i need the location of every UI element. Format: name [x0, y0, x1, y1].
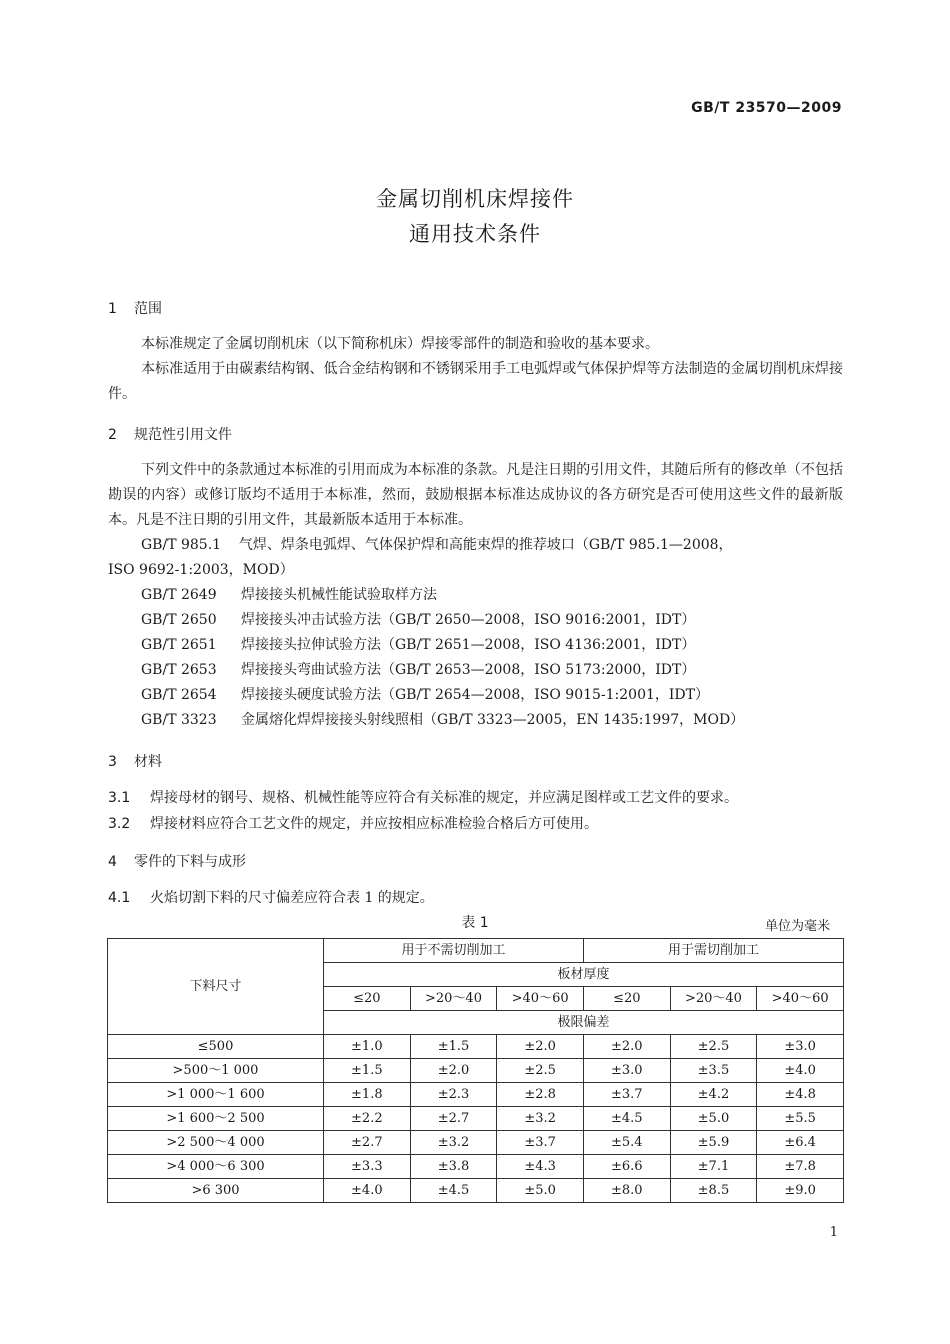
- reference-code: GB/T 2650: [141, 612, 217, 628]
- deviation-cell: ±4.3: [497, 1155, 584, 1179]
- deviation-cell: ±5.5: [757, 1107, 844, 1131]
- thickness-col: >20～40: [410, 987, 497, 1011]
- section-1-paragraph-1: 本标准规定了金属切削机床（以下简称机床）焊接零部件的制造和验收的基本要求。: [141, 336, 659, 352]
- clause-3-2: [108, 813, 598, 833]
- thickness-col: >40～60: [497, 987, 584, 1011]
- section-title: 范围: [134, 301, 162, 317]
- clause-text: 火焰切割下料的尺寸偏差应符合表 1 的规定。: [150, 890, 434, 906]
- deviation-cell: ±2.0: [497, 1035, 584, 1059]
- size-cell: >1 000～1 600: [108, 1083, 324, 1107]
- section-number: 3: [108, 754, 117, 770]
- deviation-cell: ±7.8: [757, 1155, 844, 1179]
- reference-title: 金属熔化焊焊接接头射线照相（GB/T 3323—2005，EN 1435:1997，MOD）: [241, 712, 745, 728]
- reference-item: [108, 608, 843, 633]
- clause-number: 3.1: [108, 790, 131, 806]
- normative-references: [108, 533, 843, 733]
- reference-title: 焊接接头拉伸试验方法（GB/T 2651—2008，ISO 4136:2001，IDT）: [241, 637, 696, 653]
- reference-code: GB/T 2649: [141, 587, 217, 603]
- deviation-cell: ±8.0: [583, 1179, 670, 1203]
- standard-number: GB/T 23570—2009: [691, 100, 842, 116]
- clause-3-1: [108, 787, 738, 807]
- deviation-cell: ±5.0: [497, 1179, 584, 1203]
- deviation-cell: ±2.0: [583, 1035, 670, 1059]
- reference-code: GB/T 3323: [141, 712, 217, 728]
- reference-item: [108, 708, 843, 733]
- reference-code: GB/T 2653: [141, 662, 217, 678]
- table-unit: 单位为毫米: [764, 919, 830, 934]
- deviation-cell: ±4.8: [757, 1083, 844, 1107]
- deviation-cell: ±5.9: [670, 1131, 757, 1155]
- deviation-cell: ±3.7: [583, 1083, 670, 1107]
- deviation-cell: ±2.2: [324, 1107, 411, 1131]
- section-3-heading: [108, 751, 162, 771]
- thickness-col: ≤20: [583, 987, 670, 1011]
- section-2-heading: [108, 424, 232, 444]
- deviation-cell: ±5.0: [670, 1107, 757, 1131]
- deviation-cell: ±3.2: [410, 1131, 497, 1155]
- thickness-label: 板材厚度: [324, 963, 844, 987]
- deviation-cell: ±2.7: [410, 1107, 497, 1131]
- reference-title: 焊接接头弯曲试验方法（GB/T 2653—2008，ISO 5173:2000，IDT）: [241, 662, 696, 678]
- size-cell: >6 300: [108, 1179, 324, 1203]
- section-1-paragraph-2: 本标准适用于由碳素结构钢、低合金结构钢和不锈钢采用手工电弧焊或气体保护焊等方法制造的金属切削机床焊接件。: [108, 361, 843, 402]
- deviation-cell: ±2.5: [670, 1035, 757, 1059]
- reference-item-continuation: ISO 9692-1:2003，MOD）: [108, 562, 294, 578]
- thickness-col: >40～60: [757, 987, 844, 1011]
- table-row: [108, 1179, 844, 1203]
- reference-title: 焊接接头冲击试验方法（GB/T 2650—2008，ISO 9016:2001，IDT）: [241, 612, 696, 628]
- deviation-cell: ±7.1: [670, 1155, 757, 1179]
- deviation-cell: ±1.5: [410, 1035, 497, 1059]
- deviation-cell: ±3.0: [757, 1035, 844, 1059]
- section-title: 规范性引用文件: [134, 427, 232, 443]
- table-row: [108, 1059, 844, 1083]
- reference-title: 焊接接头硬度试验方法（GB/T 2654—2008，ISO 9015-1:2001，IDT）: [241, 687, 709, 703]
- size-cell: ≤500: [108, 1035, 324, 1059]
- table-caption: 表 1: [461, 915, 489, 931]
- deviation-cell: ±6.6: [583, 1155, 670, 1179]
- deviation-cell: ±4.2: [670, 1083, 757, 1107]
- deviation-cell: ±9.0: [757, 1179, 844, 1203]
- size-cell: >500～1 000: [108, 1059, 324, 1083]
- row-header-cell: 下料尺寸: [108, 939, 324, 1035]
- deviation-cell: ±3.3: [324, 1155, 411, 1179]
- deviation-cell: ±2.0: [410, 1059, 497, 1083]
- reference-item: [108, 633, 843, 658]
- deviation-cell: ±4.5: [583, 1107, 670, 1131]
- deviation-cell: ±4.5: [410, 1179, 497, 1203]
- clause-text: 焊接母材的钢号、规格、机械性能等应符合有关标准的规定，并应满足图样或工艺文件的要求。: [150, 790, 738, 806]
- section-1-heading: [108, 298, 162, 318]
- reference-item: [108, 683, 843, 708]
- section-title: 材料: [134, 754, 162, 770]
- reference-code: GB/T 2651: [141, 637, 217, 653]
- title-line-2: 通用技术条件: [409, 222, 541, 246]
- deviation-cell: ±2.8: [497, 1083, 584, 1107]
- reference-item: [108, 658, 843, 683]
- deviation-cell: ±6.4: [757, 1131, 844, 1155]
- page-number: 1: [829, 1225, 838, 1240]
- deviation-cell: ±3.0: [583, 1059, 670, 1083]
- deviation-cell: ±4.0: [757, 1059, 844, 1083]
- table-row: [108, 1131, 844, 1155]
- clause-4-1: [108, 887, 434, 907]
- thickness-col: ≤20: [324, 987, 411, 1011]
- size-cell: >1 600～2 500: [108, 1107, 324, 1131]
- section-number: 1: [108, 301, 117, 317]
- deviation-cell: ±4.0: [324, 1179, 411, 1203]
- deviation-cell: ±3.2: [497, 1107, 584, 1131]
- clause-number: 3.2: [108, 816, 131, 832]
- deviation-cell: ±3.7: [497, 1131, 584, 1155]
- deviation-cell: ±1.0: [324, 1035, 411, 1059]
- deviation-cell: ±2.3: [410, 1083, 497, 1107]
- clause-text: 焊接材料应符合工艺文件的规定，并应按相应标准检验合格后方可使用。: [150, 816, 598, 832]
- reference-code: GB/T 985.1: [141, 537, 222, 553]
- deviation-cell: ±1.8: [324, 1083, 411, 1107]
- table-row: [108, 1035, 844, 1059]
- deviation-cell: ±8.5: [670, 1179, 757, 1203]
- reference-code: GB/T 2654: [141, 687, 217, 703]
- group-machining: 用于需切削加工: [583, 939, 843, 963]
- title-line-1: 金属切削机床焊接件: [376, 187, 574, 211]
- table-row: [108, 1107, 844, 1131]
- section-number: 2: [108, 427, 117, 443]
- group-no-machining: 用于不需切削加工: [324, 939, 584, 963]
- table-1: [107, 938, 844, 1203]
- size-cell: >4 000～6 300: [108, 1155, 324, 1179]
- table-row: [108, 1155, 844, 1179]
- deviation-cell: ±3.8: [410, 1155, 497, 1179]
- deviation-cell: ±1.5: [324, 1059, 411, 1083]
- reference-title: 气焊、焊条电弧焊、气体保护焊和高能束焊的推荐坡口（GB/T 985.1—2008，: [238, 537, 733, 553]
- section-2-paragraph: 下列文件中的条款通过本标准的引用而成为本标准的条款。凡是注日期的引用文件，其随后所有的修改单（不包括勘误的内容）或修订版均不适用于本标准，然而，鼓励根据本标准达成协议的各方研究是否可使用这些文件的最新版本。凡是不注日期的引用文件，其最新版本适用于本标准。: [108, 462, 843, 528]
- clause-number: 4.1: [108, 890, 131, 906]
- deviation-cell: ±2.7: [324, 1131, 411, 1155]
- deviation-label: 极限偏差: [324, 1011, 844, 1035]
- section-title: 零件的下料与成形: [134, 854, 246, 870]
- section-number: 4: [108, 854, 117, 870]
- size-cell: >2 500～4 000: [108, 1131, 324, 1155]
- deviation-cell: ±5.4: [583, 1131, 670, 1155]
- table-row: [108, 1083, 844, 1107]
- deviation-cell: ±2.5: [497, 1059, 584, 1083]
- section-4-heading: [108, 851, 246, 871]
- thickness-col: >20～40: [670, 987, 757, 1011]
- reference-item: [108, 583, 843, 608]
- reference-item: [108, 533, 843, 558]
- deviation-cell: ±3.5: [670, 1059, 757, 1083]
- reference-title: 焊接接头机械性能试验取样方法: [241, 587, 437, 603]
